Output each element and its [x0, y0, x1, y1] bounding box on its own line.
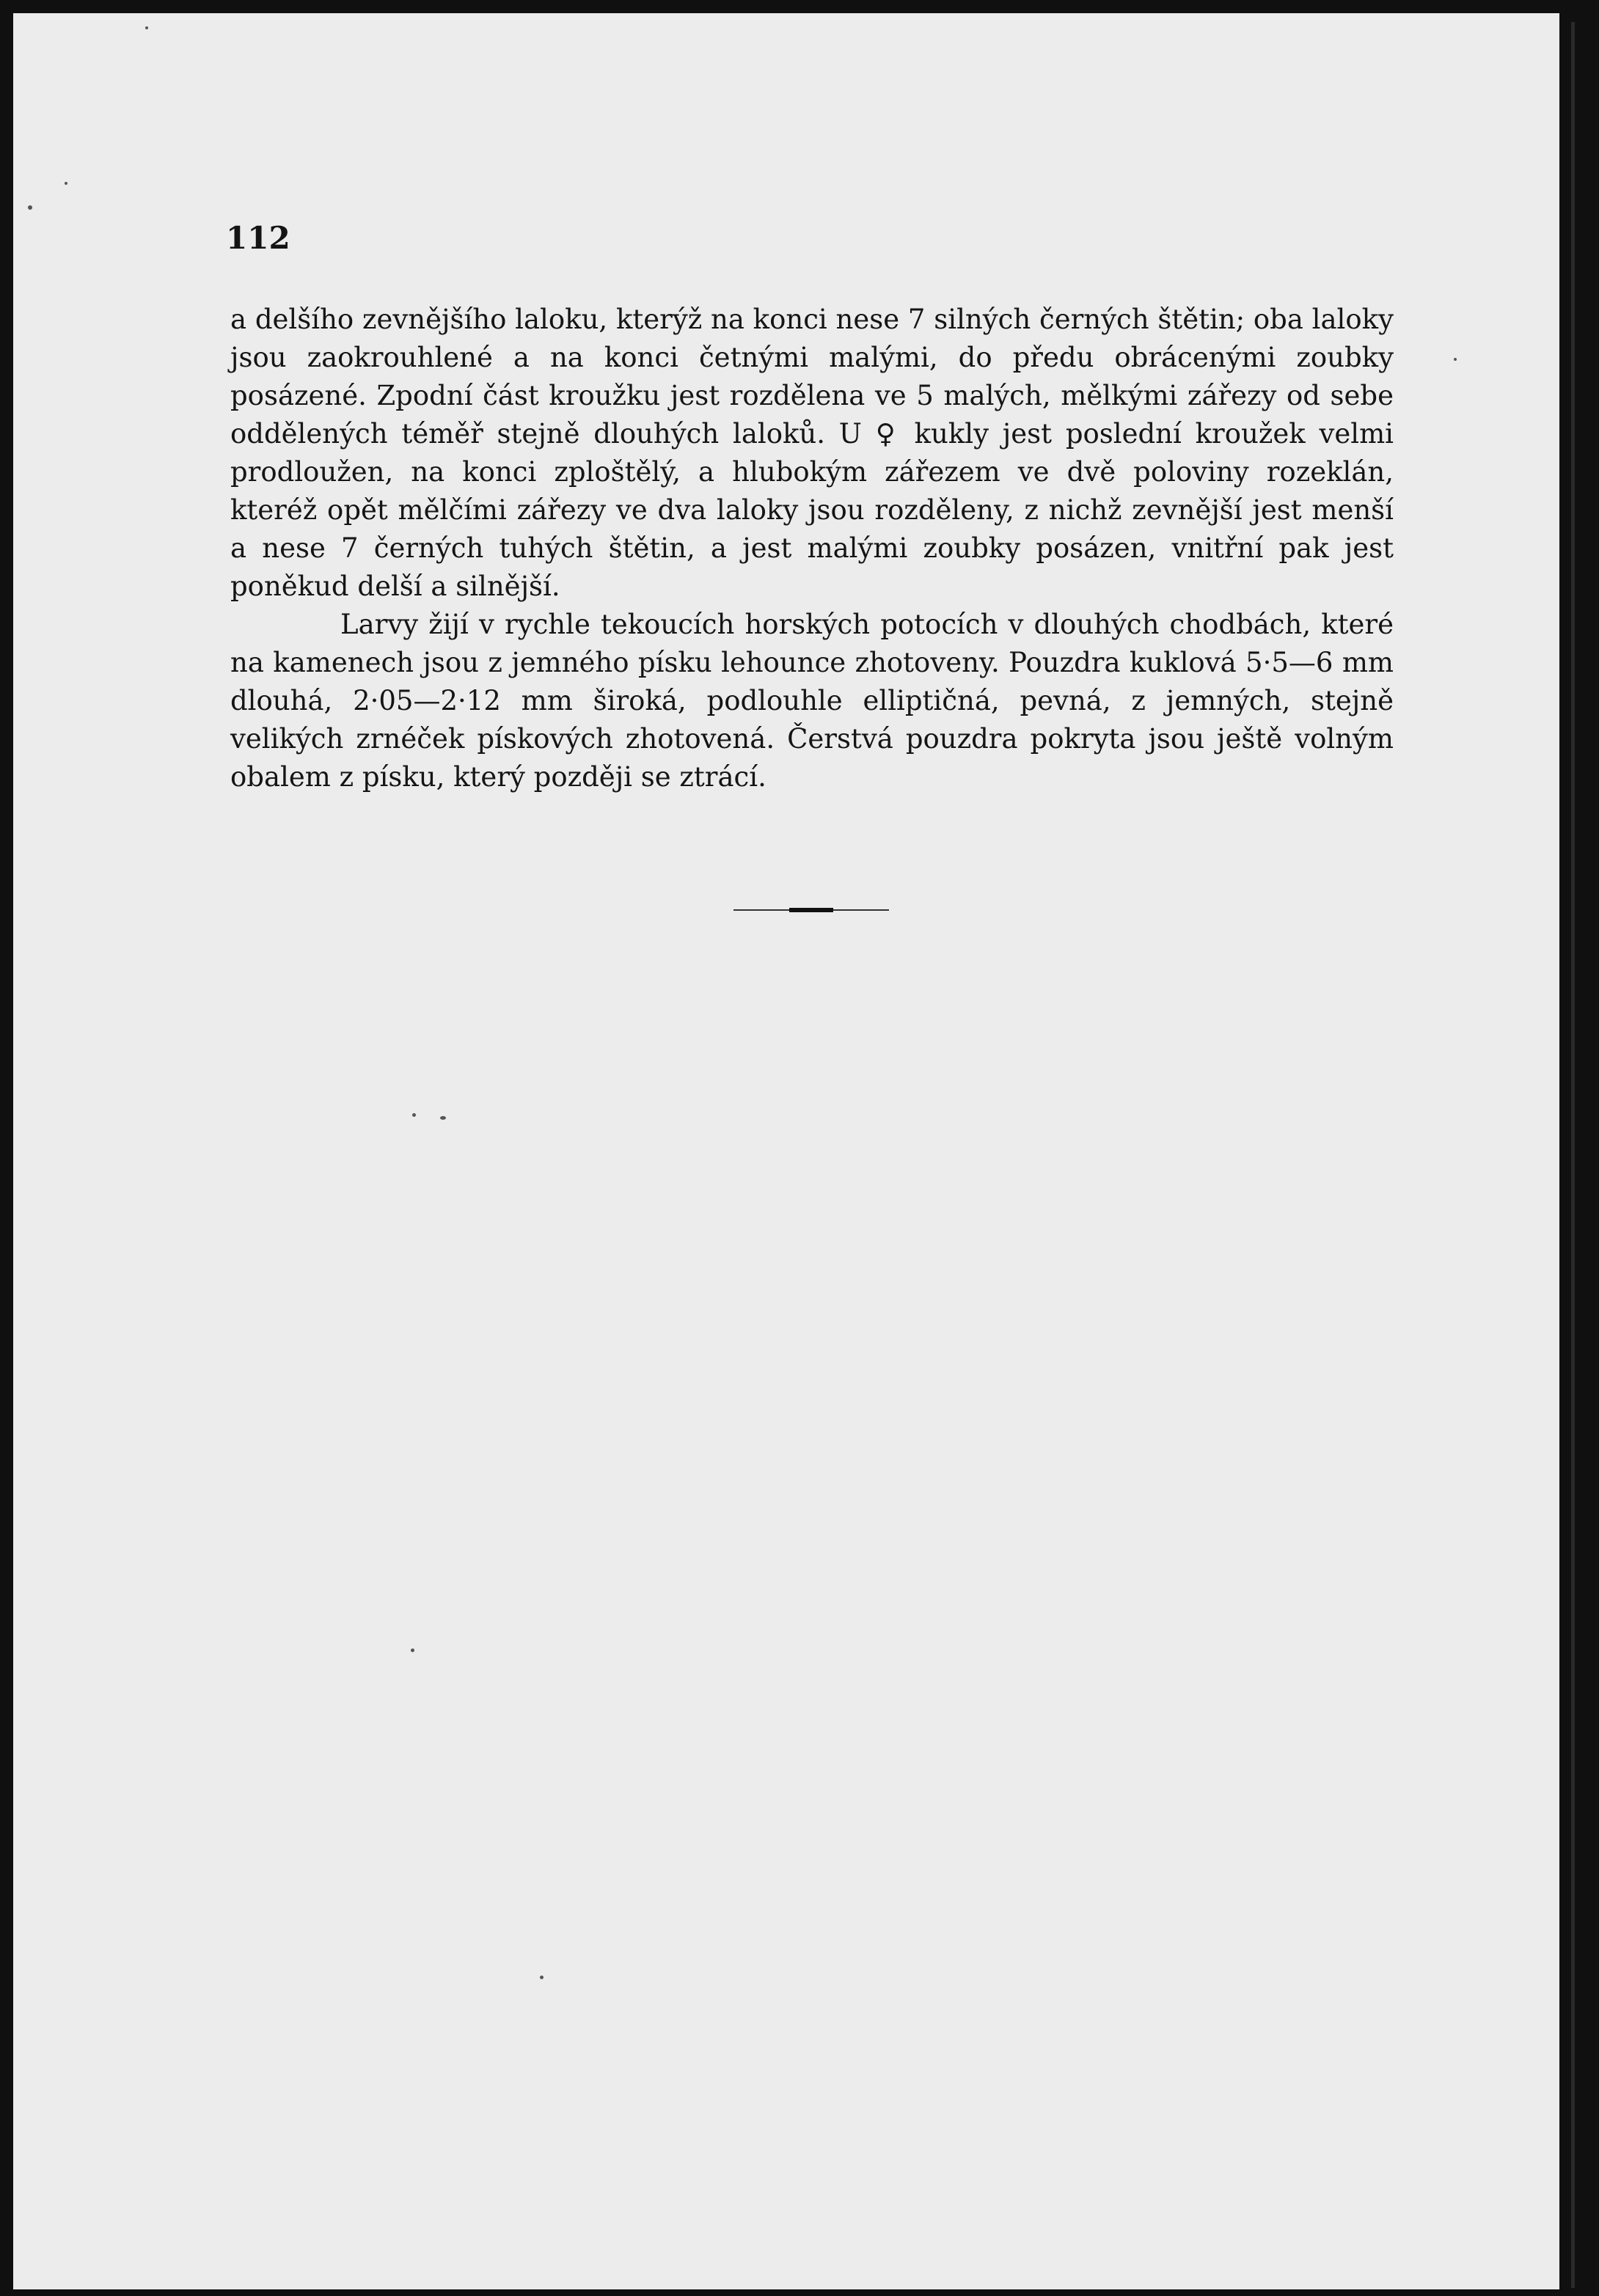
- scan-speck: [1454, 358, 1457, 361]
- page-edge-border: [1571, 22, 1575, 2288]
- scan-speck: [28, 205, 32, 210]
- scan-speck: [65, 182, 67, 185]
- section-separator: [733, 908, 889, 912]
- body-text: [230, 301, 1394, 796]
- separator-center-bar: [789, 908, 833, 912]
- scan-speck: [411, 1648, 414, 1652]
- scan-speck: [145, 26, 148, 29]
- paragraph-1: a delšího zevnějšího laloku, kterýž na konci nese 7 silných černých štětin; oba laloky jsou zaokrouhlené a na konci četnými malými, do předu obrácenými zoubky posázené. Zpodní část kroužku jest rozdělena ve 5 malých, mělkými zářezy od sebe oddělených téměř stejně dlouhých laloků. U ♀ kukly jest poslední kroužek velmi prodloužen, na konci zploštělý, a hlubokým zářezem ve dvě poloviny rozeklán, kteréž opět mělčími zářezy ve dva laloky jsou rozděleny, z nichž zevnější jest menší a nese 7 černých tuhých štětin, a jest malými zoubky posázen, vnitřní pak jest poněkud delší a silnější.: [230, 304, 1394, 602]
- page-number: 112: [226, 220, 290, 256]
- paragraph-2: Larvy žijí v rychle tekoucích horských potocích v dlouhých chodbách, které na kamenech jsou z jemného písku lehounce zhotoveny. Pouzdra kuklová 5·5—6 mm dlouhá, 2·05—2·12 mm široká, podlouhle elliptičná, pevná, z jemných, stejně velikých zrnéček pískových zhotovená. Čerstvá pouzdra pokryta jsou ještě volným obalem z písku, který později se ztrácí.: [230, 609, 1394, 793]
- scan-speck: [540, 1976, 544, 1979]
- scan-speck: [412, 1113, 416, 1117]
- scan-speck: [440, 1116, 446, 1120]
